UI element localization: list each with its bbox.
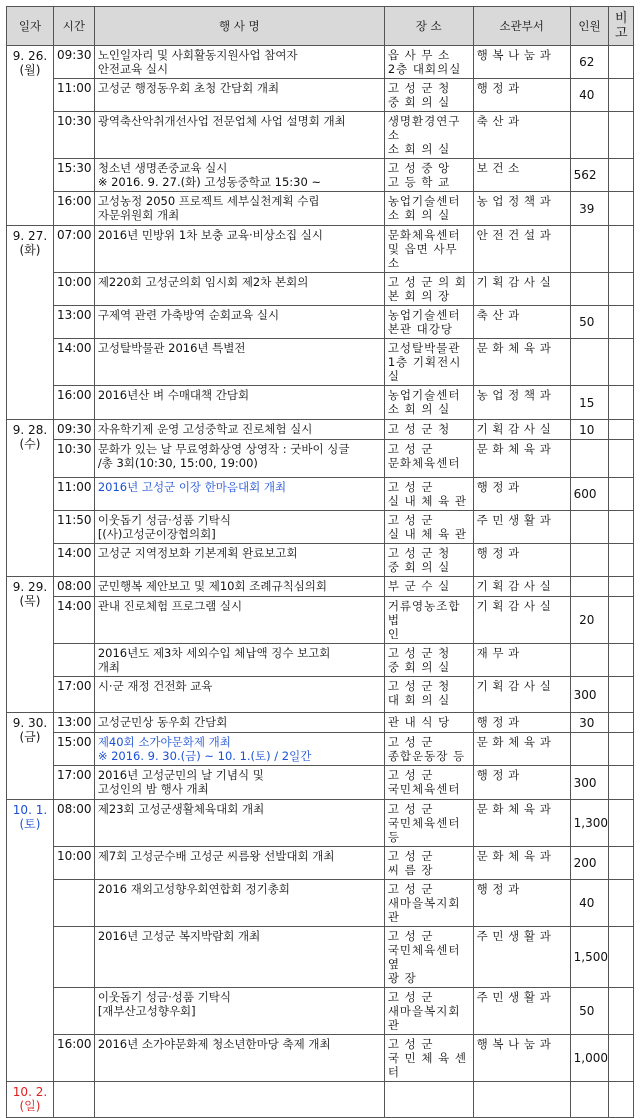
table-row: [7, 733, 634, 766]
time-cell: 11:50: [53, 511, 94, 544]
dept-cell: 행 정 과: [473, 880, 570, 927]
place-cell: 고 성 중 앙 고 등 학 교: [384, 159, 473, 192]
table-row: [7, 226, 634, 273]
place-cell: 고 성 군 국 민 체 육 센 터: [384, 1035, 473, 1082]
note-cell: [609, 112, 634, 159]
place-cell: 고 성 군 새마을복지회관: [384, 880, 473, 927]
count-cell: [570, 733, 609, 766]
note-cell: [609, 677, 634, 713]
place-cell: 농업기술센터 소 회 의 실: [384, 192, 473, 226]
note-cell: [609, 544, 634, 577]
table-row: [7, 847, 634, 880]
event-cell: 광역축산악취개선사업 전문업체 사업 설명회 개최: [94, 112, 384, 159]
time-cell: [53, 1082, 94, 1118]
count-cell: 1,300: [570, 800, 609, 847]
table-row: [7, 880, 634, 927]
dept-cell: 주 민 생 활 과: [473, 927, 570, 988]
event-cell: 청소년 생명존중교육 실시 ※ 2016. 9. 27.(화) 고성동중학교 15:30 ~: [94, 159, 384, 192]
note-cell: [609, 800, 634, 847]
place-cell: 고 성 군 청 대 회 의 실: [384, 677, 473, 713]
event-cell: 2016년 민방위 1차 보충 교육·비상소집 실시: [94, 226, 384, 273]
place-cell: 고 성 군 국민체육센터: [384, 766, 473, 800]
table-row: [7, 713, 634, 733]
header-row: [7, 7, 634, 46]
time-cell: 14:00: [53, 544, 94, 577]
place-cell: 농업기술센터 소 회 의 실: [384, 386, 473, 420]
dept-cell: 기 획 감 사 실: [473, 677, 570, 713]
place-cell: 고 성 군 국민체육센터 등: [384, 800, 473, 847]
place-cell: 고 성 군 청 중 회 의 실: [384, 544, 473, 577]
event-cell: 2016년 소가야문화제 청소년한마당 축제 개최: [94, 1035, 384, 1082]
time-cell: 13:00: [53, 306, 94, 339]
dept-cell: 보 건 소: [473, 159, 570, 192]
table-row: [7, 306, 634, 339]
date-cell: 10. 2. (일): [7, 1082, 54, 1118]
time-cell: 10:00: [53, 847, 94, 880]
event-cell: 2016년도 제3차 세외수입 체납액 징수 보고회 개최: [94, 644, 384, 677]
event-cell: 제40회 소가야문화제 개최 ※ 2016. 9. 30.(금) ~ 10. 1.(토) / 2일간: [94, 733, 384, 766]
count-cell: 62: [570, 46, 609, 79]
table-row: [7, 577, 634, 597]
time-cell: 14:00: [53, 339, 94, 386]
dept-cell: 문 화 체 육 과: [473, 440, 570, 478]
dept-cell: 기 획 감 사 실: [473, 597, 570, 644]
date-cell: 10. 1. (토): [7, 800, 54, 1082]
place-cell: 고 성 군 청: [384, 420, 473, 440]
count-cell: [570, 226, 609, 273]
count-cell: 15: [570, 386, 609, 420]
table-row: [7, 79, 634, 112]
event-cell: 2016 재외고성향우회연합회 정기총회: [94, 880, 384, 927]
dept-cell: 행 정 과: [473, 544, 570, 577]
event-cell: 이웃돕기 성금·성품 기탁식 [(사)고성군이장협의회]: [94, 511, 384, 544]
dept-cell: 문 화 체 육 과: [473, 339, 570, 386]
dept-cell: 행 복 나 눔 과: [473, 46, 570, 79]
time-cell: 14:00: [53, 597, 94, 644]
note-cell: [609, 386, 634, 420]
event-cell: 고성농정 2050 프로젝트 세부실천계획 수립 자문위원회 개최: [94, 192, 384, 226]
count-cell: 300: [570, 766, 609, 800]
table-row: [7, 927, 634, 988]
table-row: [7, 46, 634, 79]
header-date: 일자: [7, 7, 54, 46]
time-cell: 15:30: [53, 159, 94, 192]
count-cell: 40: [570, 880, 609, 927]
time-cell: 10:00: [53, 273, 94, 306]
header-count: 인원: [570, 7, 609, 46]
time-cell: 09:30: [53, 420, 94, 440]
note-cell: [609, 192, 634, 226]
note-cell: [609, 478, 634, 511]
count-cell: 10: [570, 420, 609, 440]
note-cell: [609, 927, 634, 988]
table-row: [7, 677, 634, 713]
dept-cell: 주 민 생 활 과: [473, 988, 570, 1035]
time-cell: [53, 988, 94, 1035]
place-cell: 고 성 군 종합운동장 등: [384, 733, 473, 766]
note-cell: [609, 1035, 634, 1082]
note-cell: [609, 713, 634, 733]
table-row: [7, 386, 634, 420]
time-cell: 13:00: [53, 713, 94, 733]
event-cell: 2016년 고성군민의 날 기념식 및 고성인의 밤 행사 개최: [94, 766, 384, 800]
note-cell: [609, 988, 634, 1035]
header-event: 행 사 명: [94, 7, 384, 46]
place-cell: 고 성 군 청 중 회 의 실: [384, 644, 473, 677]
dept-cell: 재 무 과: [473, 644, 570, 677]
dept-cell: 농 업 정 책 과: [473, 192, 570, 226]
time-cell: 16:00: [53, 192, 94, 226]
time-cell: 09:30: [53, 46, 94, 79]
table-row: [7, 192, 634, 226]
note-cell: [609, 46, 634, 79]
note-cell: [609, 644, 634, 677]
place-cell: [384, 1082, 473, 1118]
table-row: [7, 644, 634, 677]
count-cell: 1,000: [570, 1035, 609, 1082]
place-cell: 고성탈박물관 1층 기획전시실: [384, 339, 473, 386]
time-cell: 15:00: [53, 733, 94, 766]
event-cell: 고성탈박물관 2016년 특별전: [94, 339, 384, 386]
place-cell: 고 성 군 의 회 본 회 의 장: [384, 273, 473, 306]
table-row: [7, 478, 634, 511]
count-cell: 600: [570, 478, 609, 511]
table-row: [7, 339, 634, 386]
note-cell: [609, 306, 634, 339]
date-cell: 9. 27. (화): [7, 226, 54, 420]
header-dept: 소관부서: [473, 7, 570, 46]
time-cell: [53, 644, 94, 677]
place-cell: 관 내 식 당: [384, 713, 473, 733]
place-cell: 농업기술센터 본관 대강당: [384, 306, 473, 339]
event-cell: 제220회 고성군의회 임시회 제2차 본회의: [94, 273, 384, 306]
table-row: [7, 800, 634, 847]
event-cell: 이웃돕기 성금·성품 기탁식 [재부산고성향우회]: [94, 988, 384, 1035]
count-cell: 200: [570, 847, 609, 880]
place-cell: 고 성 군 씨 름 장: [384, 847, 473, 880]
time-cell: 16:00: [53, 386, 94, 420]
event-cell: 제7회 고성군수배 고성군 씨름왕 선발대회 개최: [94, 847, 384, 880]
table-row: [7, 766, 634, 800]
count-cell: 39: [570, 192, 609, 226]
note-cell: [609, 577, 634, 597]
dept-cell: 행 정 과: [473, 478, 570, 511]
place-cell: 고 성 군 실 내 체 육 관: [384, 478, 473, 511]
count-cell: [570, 511, 609, 544]
table-row: [7, 511, 634, 544]
count-cell: 40: [570, 79, 609, 112]
time-cell: [53, 880, 94, 927]
time-cell: 11:00: [53, 79, 94, 112]
event-cell: 고성군 지역정보화 기본계획 완료보고회: [94, 544, 384, 577]
note-cell: [609, 880, 634, 927]
table-row: [7, 1035, 634, 1082]
dept-cell: 행 정 과: [473, 713, 570, 733]
table-row: [7, 112, 634, 159]
count-cell: 300: [570, 677, 609, 713]
event-cell: 구제역 관련 가축방역 순회교육 실시: [94, 306, 384, 339]
time-cell: [53, 927, 94, 988]
count-cell: [570, 273, 609, 306]
time-cell: 08:00: [53, 577, 94, 597]
table-row: [7, 988, 634, 1035]
dept-cell: 안 전 건 설 과: [473, 226, 570, 273]
dept-cell: 행 정 과: [473, 766, 570, 800]
time-cell: 10:30: [53, 440, 94, 478]
event-cell: 2016년산 벼 수매대책 간담회: [94, 386, 384, 420]
header-place: 장 소: [384, 7, 473, 46]
count-cell: 50: [570, 306, 609, 339]
note-cell: [609, 597, 634, 644]
date-cell: 9. 28. (수): [7, 420, 54, 577]
event-cell: 문화가 있는 날 무료영화상영 상영작 : 굿바이 싱글 /총 3회(10:30, 15:00, 19:00): [94, 440, 384, 478]
note-cell: [609, 733, 634, 766]
count-cell: [570, 544, 609, 577]
table-row: [7, 1082, 634, 1118]
count-cell: 30: [570, 713, 609, 733]
count-cell: [570, 440, 609, 478]
event-cell: 고성군 행정동우회 초청 간담회 개최: [94, 79, 384, 112]
dept-cell: 행 복 나 눔 과: [473, 1035, 570, 1082]
dept-cell: 기 획 감 사 실: [473, 420, 570, 440]
event-cell: 2016년 고성군 복지박람회 개최: [94, 927, 384, 988]
note-cell: [609, 273, 634, 306]
count-cell: 50: [570, 988, 609, 1035]
dept-cell: [473, 1082, 570, 1118]
count-cell: 1,500: [570, 927, 609, 988]
date-cell: 9. 29. (목): [7, 577, 54, 713]
dept-cell: 기 획 감 사 실: [473, 577, 570, 597]
dept-cell: 기 획 감 사 실: [473, 273, 570, 306]
place-cell: 고 성 군 새마을복지회관: [384, 988, 473, 1035]
event-cell: 고성군민상 동우회 간담회: [94, 713, 384, 733]
event-cell: 자유학기제 운영 고성중학교 진로체험 실시: [94, 420, 384, 440]
time-cell: 11:00: [53, 478, 94, 511]
dept-cell: 문 화 체 육 과: [473, 800, 570, 847]
note-cell: [609, 847, 634, 880]
note-cell: [609, 440, 634, 478]
time-cell: 17:00: [53, 677, 94, 713]
count-cell: [570, 644, 609, 677]
dept-cell: 축 산 과: [473, 306, 570, 339]
time-cell: 08:00: [53, 800, 94, 847]
table-row: [7, 159, 634, 192]
place-cell: 생명환경연구소 소 회 의 실: [384, 112, 473, 159]
date-cell: 9. 26. (월): [7, 46, 54, 226]
event-cell: [94, 1082, 384, 1118]
table-row: [7, 420, 634, 440]
time-cell: 16:00: [53, 1035, 94, 1082]
note-cell: [609, 79, 634, 112]
event-cell: 2016년 고성군 이장 한마음대회 개최: [94, 478, 384, 511]
dept-cell: 농 업 정 책 과: [473, 386, 570, 420]
table-row: [7, 440, 634, 478]
table-row: [7, 273, 634, 306]
event-cell: 군민행복 제안보고 및 제10회 조례규칙심의회: [94, 577, 384, 597]
note-cell: [609, 1082, 634, 1118]
dept-cell: 문 화 체 육 과: [473, 847, 570, 880]
count-cell: [570, 1082, 609, 1118]
note-cell: [609, 420, 634, 440]
time-cell: 07:00: [53, 226, 94, 273]
dept-cell: 문 화 체 육 과: [473, 733, 570, 766]
note-cell: [609, 339, 634, 386]
table-row: [7, 544, 634, 577]
event-cell: 관내 진로체험 프로그램 실시: [94, 597, 384, 644]
time-cell: 10:30: [53, 112, 94, 159]
note-cell: [609, 511, 634, 544]
table-row: [7, 597, 634, 644]
event-cell: 제23회 고성군생활체육대회 개최: [94, 800, 384, 847]
count-cell: 20: [570, 597, 609, 644]
dept-cell: 주 민 생 활 과: [473, 511, 570, 544]
place-cell: 부 군 수 실: [384, 577, 473, 597]
count-cell: [570, 339, 609, 386]
place-cell: 고 성 군 문화체육센터: [384, 440, 473, 478]
dept-cell: 행 정 과: [473, 79, 570, 112]
count-cell: [570, 112, 609, 159]
note-cell: [609, 159, 634, 192]
schedule-table: [6, 6, 634, 1118]
event-cell: 시·군 재정 건전화 교육: [94, 677, 384, 713]
count-cell: [570, 577, 609, 597]
event-cell: 노인일자리 및 사회활동지원사업 참여자 안전교육 실시: [94, 46, 384, 79]
place-cell: 고 성 군 실 내 체 육 관: [384, 511, 473, 544]
count-cell: 562: [570, 159, 609, 192]
header-note: 비 고: [609, 7, 634, 46]
time-cell: 17:00: [53, 766, 94, 800]
place-cell: 읍 사 무 소 2층 대회의실: [384, 46, 473, 79]
place-cell: 고 성 군 국민체육센터 옆 광 장: [384, 927, 473, 988]
date-cell: 9. 30. (금): [7, 713, 54, 800]
note-cell: [609, 766, 634, 800]
schedule-body: [7, 46, 634, 1118]
place-cell: 문화체육센터 및 읍면 사무소: [384, 226, 473, 273]
dept-cell: 축 산 과: [473, 112, 570, 159]
header-time: 시간: [53, 7, 94, 46]
note-cell: [609, 226, 634, 273]
place-cell: 고 성 군 청 중 회 의 실: [384, 79, 473, 112]
place-cell: 거류영농조합법 인: [384, 597, 473, 644]
